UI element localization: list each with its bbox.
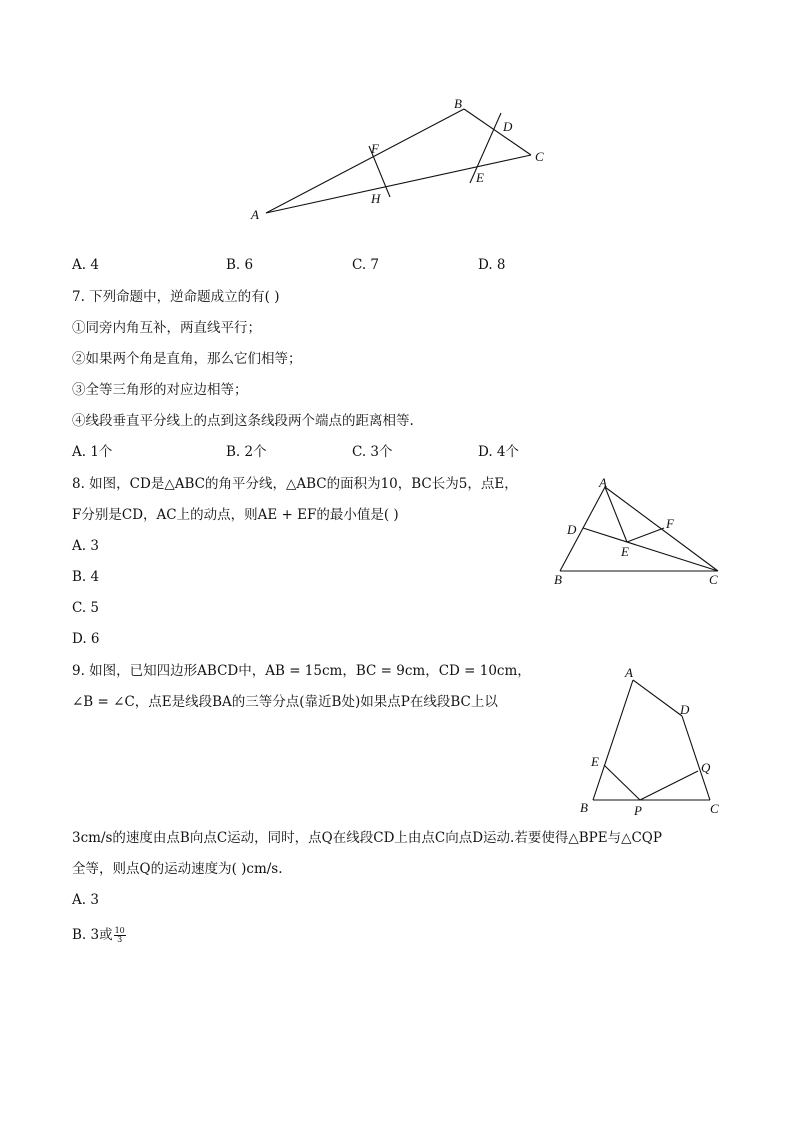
label-F: F: [371, 141, 379, 156]
label-D: D: [680, 702, 690, 717]
label-P: P: [634, 803, 642, 818]
label-C: C: [709, 572, 718, 587]
segment-EF: [627, 528, 664, 542]
label-H: H: [371, 191, 381, 206]
label-E: E: [476, 170, 484, 185]
segment-AB: [266, 109, 464, 213]
figure-q6-triangle: [240, 92, 560, 232]
q9-option-b-prefix: B. 3或: [72, 927, 113, 943]
q6-option-c[interactable]: C. 7: [352, 257, 380, 273]
label-C: C: [710, 801, 719, 816]
segment-AC: [266, 155, 531, 213]
q6-option-b[interactable]: B. 6: [226, 257, 254, 273]
q7-item-1: ①同旁内角互补，两直线平行；: [72, 320, 261, 336]
q8-option-a[interactable]: A. 3: [72, 538, 99, 554]
label-D: D: [567, 522, 577, 537]
q7-option-c[interactable]: C. 3个: [352, 444, 393, 460]
q9-stem-line1: 9. 如图，已知四边形ABCD中，AB = 15cm，BC = 9cm，CD = 10cm，: [72, 663, 531, 679]
q9-stem-line4: 全等，则点Q的运动速度为( )cm/s.: [72, 861, 283, 877]
q7-option-d[interactable]: D. 4个: [478, 444, 520, 460]
label-Q: Q: [701, 760, 711, 775]
figure-q8-triangle: [548, 470, 728, 592]
label-A: A: [625, 665, 633, 680]
q6-option-a[interactable]: A. 4: [72, 257, 99, 273]
segment-CD: [583, 528, 718, 571]
label-E: E: [591, 754, 599, 769]
q9-stem-line3: 3cm/s的速度由点B向点C运动，同时，点Q在线段CD上由点C向点D运动.若要使得△BPE与△CQP: [72, 830, 662, 846]
q8-option-d[interactable]: D. 6: [72, 631, 100, 647]
q7-option-a[interactable]: A. 1个: [72, 444, 113, 460]
segment-AB: [593, 680, 633, 800]
q9-option-a[interactable]: A. 3: [72, 892, 99, 908]
segment-EP: [604, 765, 640, 800]
q7-item-2: ②如果两个角是直角，那么它们相等；: [72, 351, 302, 367]
label-A: A: [599, 475, 607, 490]
fraction-numerator: 10: [114, 926, 125, 935]
q8-stem-line2: F分别是CD，AC上的动点，则AE + EF的最小值是( ): [72, 507, 399, 523]
q8-stem-line1: 8. 如图，CD是△ABC的角平分线，△ABC的面积为10，BC长为5，点E，: [72, 476, 518, 492]
q7-stem: 7. 下列命题中，逆命题成立的有( ): [72, 289, 280, 305]
label-B: B: [580, 800, 588, 815]
q6-option-d[interactable]: D. 8: [478, 257, 506, 273]
q8-option-c[interactable]: C. 5: [72, 600, 100, 616]
q8-option-b[interactable]: B. 4: [72, 569, 100, 585]
fraction-ten-thirds: [114, 927, 126, 944]
figure-q9-quadrilateral: [575, 662, 725, 820]
q7-item-4: ④线段垂直平分线上的点到这条线段两个端点的距离相等.: [72, 413, 414, 429]
label-B: B: [554, 572, 562, 587]
q9-stem-line2: ∠B = ∠C，点E是线段BA的三等分点(靠近B处)如果点P在线段BC上以: [72, 694, 498, 710]
segment-DA: [633, 680, 682, 716]
label-E: E: [621, 544, 629, 559]
q7-item-3: ③全等三角形的对应边相等；: [72, 382, 248, 398]
q7-option-b[interactable]: B. 2个: [226, 444, 267, 460]
q9-option-b[interactable]: [72, 926, 126, 944]
fraction-denominator: 3: [117, 935, 123, 944]
label-C: C: [535, 149, 544, 164]
segment-BC: [464, 109, 531, 155]
label-F: F: [666, 516, 674, 531]
label-A: A: [251, 207, 259, 222]
segment-CD: [682, 716, 710, 800]
label-B: B: [454, 96, 462, 111]
label-D: D: [503, 119, 513, 134]
segment-PQ: [640, 771, 698, 800]
